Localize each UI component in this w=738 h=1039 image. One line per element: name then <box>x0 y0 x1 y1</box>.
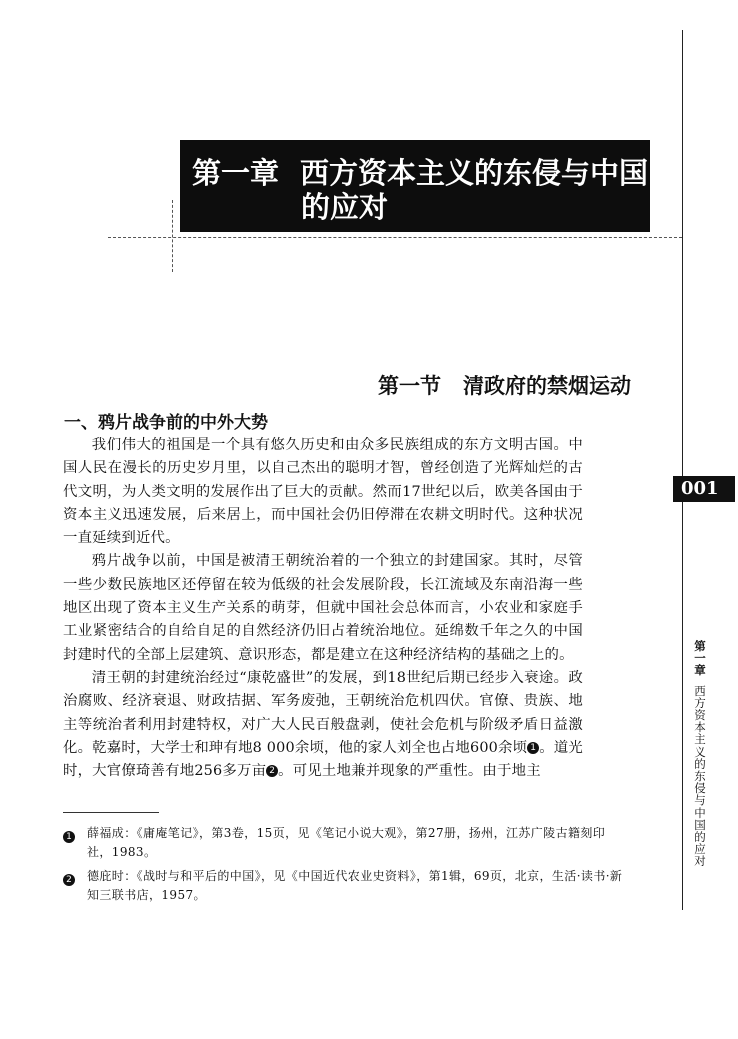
footnote <box>63 867 623 905</box>
running-header-title: 西方资本主义的东侵与中国的应对 <box>694 683 706 869</box>
chapter-title-text: 西方资本主义的东侵与中国 <box>300 156 649 190</box>
banner-vertical-guide <box>172 200 173 272</box>
running-header <box>691 640 709 868</box>
section-number: 第一节 <box>378 374 441 398</box>
chapter-title-line1 <box>192 156 649 190</box>
paragraph <box>63 667 583 783</box>
paragraph-text: 清王朝的封建统治经过“康乾盛世”的发展，到18世纪后期已经步入衰途。政治腐败、经济衰退、财政拮据、军务废弛，王朝统治危机四伏。官僚、贵族、地主等统治者利用封建特权，对广大人民百般盘剥，使社会危机与阶级矛盾日益激化。乾嘉时，大学士和珅有地8 000余顷，他的家人刘全也占地600余顷 <box>63 669 583 756</box>
footnotes <box>63 824 623 910</box>
footnote-marker: 2 <box>63 874 75 886</box>
footnote-text: 薛福成：《庸庵笔记》，第3卷，15页，见《笔记小说大观》，第27册，扬州，江苏广陵古籍刻印社，1983。 <box>87 826 606 859</box>
body-text <box>63 434 583 783</box>
paragraph: 鸦片战争以前，中国是被清王朝统治着的一个独立的封建国家。其时，尽管一些少数民族地区还停留在较为低级的社会发展阶段，长江流域及东南沿海一些地区出现了资本主义生产关系的萌芽，但就中国社会总体而言，小农业和家庭手工业紧密结合的自给自足的自然经济仍旧占着统治地位。延绵数千年之久的中国封建时代的全部上层建筑、意识形态，都是建立在这种经济结构的基础之上的。 <box>63 553 583 663</box>
margin-rule <box>682 30 683 910</box>
page-number: 001 <box>673 476 735 502</box>
footnote-ref-1[interactable]: 1 <box>527 742 539 754</box>
footnote-marker: 1 <box>63 831 75 843</box>
paragraph-text: 。可见土地兼并现象的严重性。由于地主 <box>278 763 541 780</box>
chapter-number: 第一章 <box>192 156 280 190</box>
sub-heading: 一、鸦片战争前的中外大势 <box>64 413 268 433</box>
footnote-text: 德庇时：《战时与和平后的中国》，见《中国近代农业史资料》，第1辑，69页，北京，生活·读书·新知三联书店，1957。 <box>87 869 623 902</box>
section-title-text: 清政府的禁烟运动 <box>463 374 631 398</box>
footnote-ref-2[interactable]: 2 <box>266 765 278 777</box>
paragraph: 我们伟大的祖国是一个具有悠久历史和由众多民族组成的东方文明古国。中国人民在漫长的历史岁月里，以自己杰出的聪明才智，曾经创造了光辉灿烂的古代文明，为人类文明的发展作出了巨大的贡献。然而17世纪以后，欧美各国由于资本主义迅速发展，后来居上，而中国社会仍旧停滞在农耕文明时代。这种状况一直延续到近代。 <box>63 437 583 547</box>
chapter-title-banner <box>180 140 650 232</box>
footnote <box>63 824 623 862</box>
paragraph-text: 。道光时，大官僚琦善有地256多万亩 <box>63 739 583 780</box>
banner-horizontal-guide <box>108 237 682 238</box>
footnote-separator <box>63 812 159 813</box>
section-heading <box>378 370 631 400</box>
running-header-chapter: 第一章 <box>694 639 706 678</box>
chapter-title-line2: 的应对 <box>301 190 389 224</box>
